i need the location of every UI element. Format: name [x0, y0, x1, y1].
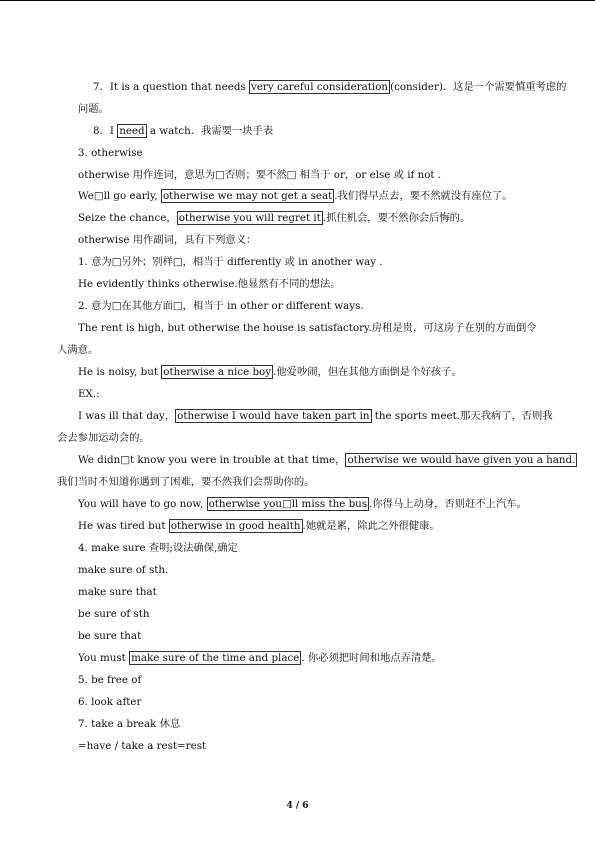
text-line: 人满意。: [57, 344, 99, 356]
answer-box: otherwise I would have taken part in: [177, 410, 370, 422]
text-line: He evidently thinks otherwise.他显然有不同的想法。: [78, 278, 341, 290]
text-line: We didn□t know you were in trouble at that time， otherwise we would have given you a hand.: [78, 454, 576, 466]
text-line: make sure of sth.: [78, 564, 169, 576]
answer-box: otherwise you will regret it: [178, 212, 321, 224]
text-line: be sure that: [78, 630, 142, 642]
answer-box: otherwise you□ll miss the bus: [208, 498, 368, 510]
text-line: be sure of sth: [78, 608, 150, 620]
text-line: You must make sure of the time and place . 你必须把时间和地点弄清楚。: [78, 652, 442, 664]
text-line: He was tired but otherwise in good health .她就是累，除此之外很健康。: [78, 520, 440, 532]
text-line: You will have to go now, otherwise you□ll miss the bus .你得马上动身，否则赶不上汽车。: [78, 498, 527, 510]
text-line: =have / take a rest=rest: [78, 740, 207, 752]
text-line: 问题。: [78, 103, 109, 115]
text-line: 2. 意为□在其他方面□，相当于 in other or different ways.: [78, 300, 364, 312]
text-line: 1. 意为□另外；别样□，相当于 differently 或 in another way .: [78, 256, 383, 268]
answer-box: otherwise we may not get a seat: [162, 190, 333, 202]
text-line: otherwise 用作副词，具有下列意义：: [78, 234, 257, 246]
section-heading: 4. make sure 查明;设法确保,确定: [78, 542, 238, 554]
section-heading: 3. otherwise: [78, 147, 143, 159]
text-line: 我们当时不知道你遇到了困难，要不然我们会帮助你的。: [57, 476, 315, 488]
text-line: 会去参加运动会的。: [57, 432, 150, 444]
section-heading: 5. be free of: [78, 674, 142, 686]
text-line: Seize the chance， otherwise you will regret it .抓住机会，要不然你会后悔的。: [78, 212, 471, 224]
answer-box: otherwise a nice boy: [163, 366, 272, 378]
section-heading: 6. look after: [78, 696, 142, 708]
text-line: He is noisy, but otherwise a nice boy .他爱吵闹，但在其他方面倒是个好孩子。: [78, 366, 462, 378]
page-number: 4 / 6: [286, 801, 309, 811]
answer-box: otherwise we would have given you a hand.: [347, 454, 576, 466]
text-line: otherwise 用作连词，意思为□否则；要不然□ 相当于 or，or else 或 if not .: [78, 169, 442, 181]
answer-box: otherwise in good health: [170, 520, 301, 532]
text-line: The rent is high, but otherwise the house is satisfactory.房租是贵，可这房子在别的方面倒令: [78, 322, 537, 334]
section-heading: 7. take a break 休息: [78, 718, 181, 730]
answer-box: very careful consideration: [251, 81, 389, 93]
answer-box: make sure of the time and place: [131, 652, 300, 664]
text-line: I was ill that day， otherwise I would have taken part in the sports meet.那天我病了，否则我: [78, 410, 553, 422]
text-line: make sure that: [78, 586, 157, 598]
answer-box: need: [119, 125, 145, 137]
text-line: We□ll go early, otherwise we may not get a seat .我们得早点去，要不然就没有座位了。: [78, 190, 513, 202]
text-line: EX.:: [78, 388, 100, 400]
top-rule: [0, 0, 595, 1]
text-line: 8．I need a watch．我需要一块手表: [93, 125, 274, 137]
text-line: 7．It is a question that needs very careful consideration (consider)．这是一个需要慎重考虑的: [93, 81, 567, 93]
